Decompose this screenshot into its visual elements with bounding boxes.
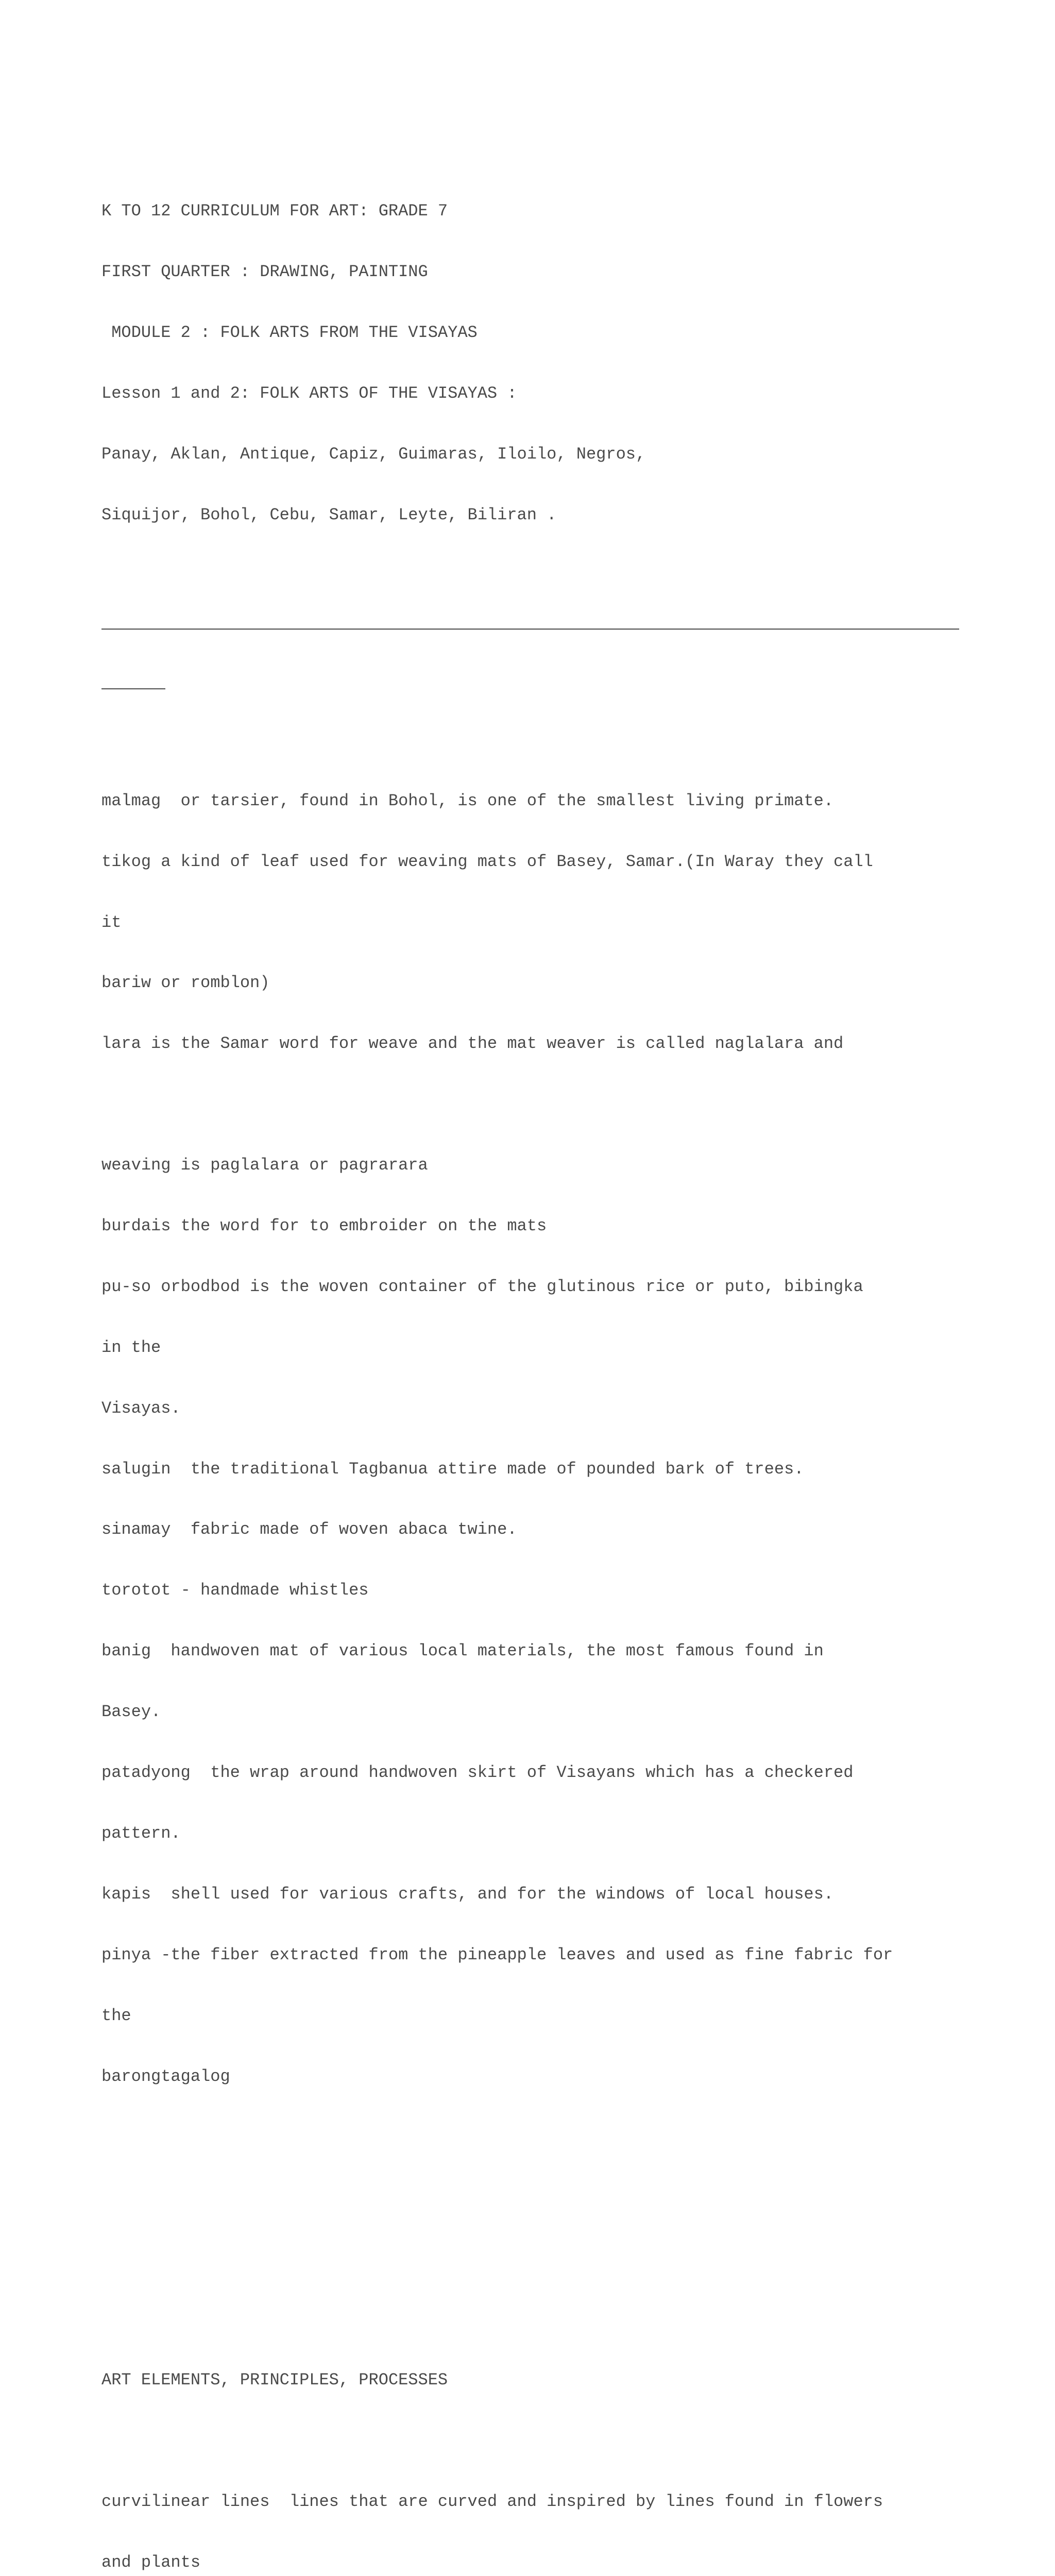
document-header — [101, 161, 967, 566]
glossary-line: salugin the traditional Tagbanua attire made of pounded bark of trees. — [101, 1459, 804, 1479]
header-line: Panay, Aklan, Antique, Capiz, Guimaras, Iloilo, Negros, — [101, 445, 646, 464]
glossary-line: pattern. — [101, 1823, 181, 1843]
spacer — [101, 2431, 967, 2451]
header-line: Siquijor, Bohol, Cebu, Samar, Leyte, Biliran . — [101, 505, 557, 524]
glossary-line: pinya -the fiber extracted from the pineapple leaves and used as fine fabric for — [101, 1945, 893, 1964]
glossary-line: the — [101, 2006, 131, 2025]
glossary-line: torotot - handmade whistles — [101, 1581, 369, 1600]
glossary-line: kapis shell used for various crafts, and for the windows of local houses. — [101, 1884, 834, 1904]
glossary-line: it — [101, 912, 122, 932]
glossary-line: banig handwoven mat of various local materials, the most famous found in — [101, 1641, 824, 1661]
glossary-line: tikog a kind of leaf used for weaving mats of Basey, Samar.(In Waray they call — [101, 852, 873, 871]
art-line: curvilinear lines lines that are curved and inspired by lines found in flowers — [101, 2492, 883, 2511]
glossary-line: in the — [101, 1337, 161, 1357]
horizontal-rule — [101, 629, 959, 630]
glossary-line: Visayas. — [101, 1398, 181, 1418]
short-rule — [101, 688, 165, 689]
glossary-line: barongtagalog — [101, 2066, 230, 2086]
art-elements-section — [101, 2329, 967, 2576]
glossary-section — [101, 750, 967, 2127]
glossary-line — [101, 1094, 967, 1114]
glossary-line: burdais the word for to embroider on the mats — [101, 1216, 547, 1236]
art-line: and plants — [101, 2552, 201, 2572]
glossary-line: lara is the Samar word for weave and the mat weaver is called naglalara and — [101, 1034, 844, 1054]
glossary-line: weaving is paglalara or pagrarara — [101, 1156, 428, 1175]
header-line: MODULE 2 : FOLK ARTS FROM THE VISAYAS — [101, 323, 478, 343]
glossary-line: bariw or romblon) — [101, 973, 270, 993]
section-heading: ART ELEMENTS, PRINCIPLES, PROCESSES — [101, 2370, 448, 2389]
spacer — [101, 2188, 967, 2208]
header-line: FIRST QUARTER : DRAWING, PAINTING — [101, 262, 428, 282]
document-page — [101, 100, 967, 2576]
header-line: Lesson 1 and 2: FOLK ARTS OF THE VISAYAS : — [101, 384, 517, 403]
glossary-line: Basey. — [101, 1702, 161, 1722]
glossary-line: malmag or tarsier, found in Bohol, is one of the smallest living primate. — [101, 791, 834, 810]
glossary-line: patadyong the wrap around handwoven skirt of Visayans which has a checkered — [101, 1763, 854, 1783]
spacer — [101, 2248, 967, 2268]
header-line: K TO 12 CURRICULUM FOR ART: GRADE 7 — [101, 201, 448, 221]
glossary-line: pu-so orbodbod is the woven container of the glutinous rice or puto, bibingka — [101, 1277, 863, 1296]
glossary-line: sinamay fabric made of woven abaca twine. — [101, 1520, 517, 1539]
